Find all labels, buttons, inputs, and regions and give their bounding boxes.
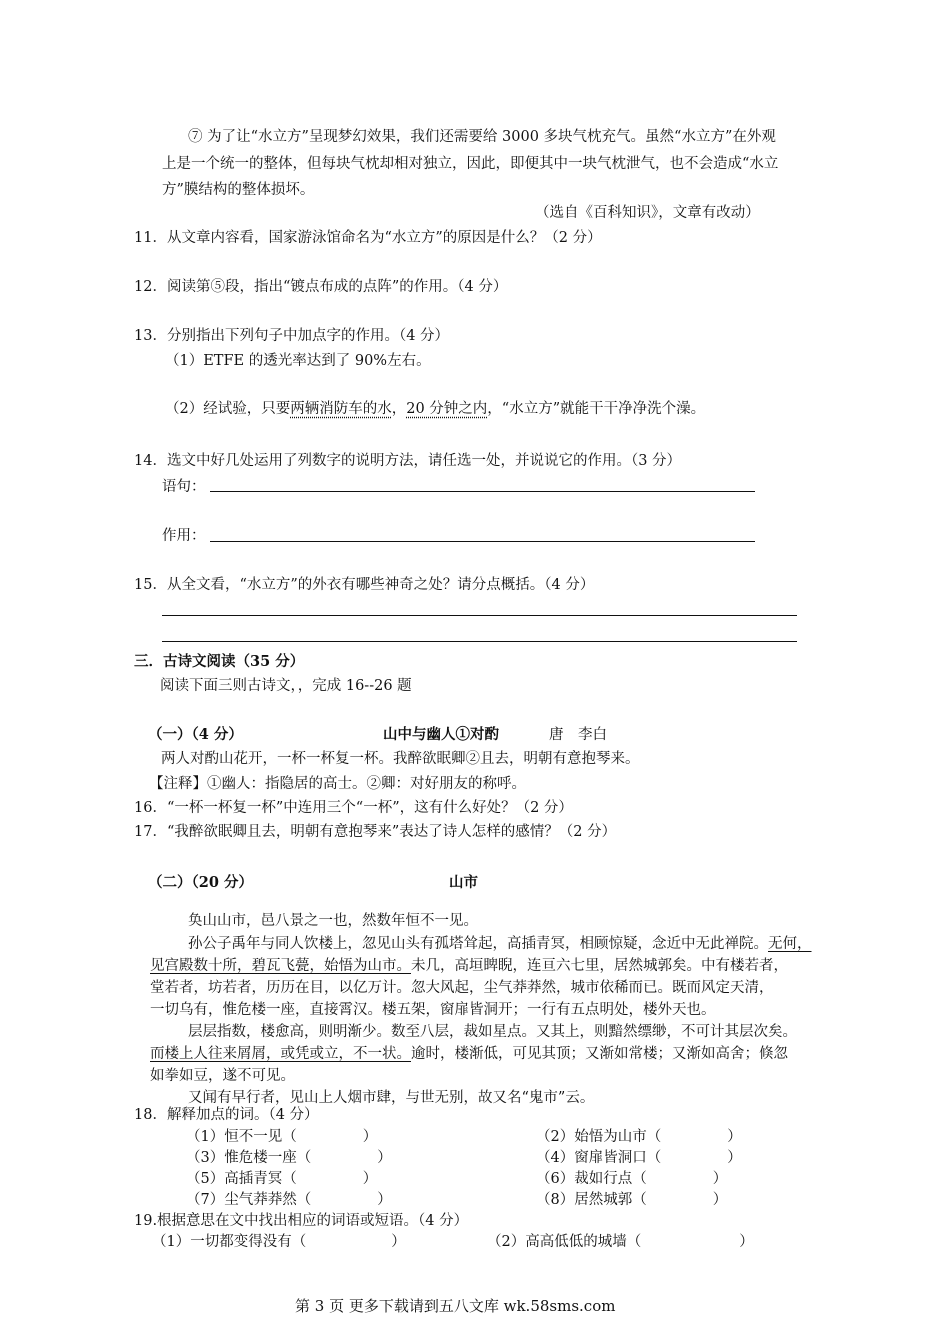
passage-source: （选自《百科知识》，文章有改动）: [535, 205, 760, 221]
answer-line-14-sentence[interactable]: [210, 491, 755, 492]
poem-title: 山中与幽人①对酌: [383, 726, 499, 743]
prose-underline-2: 而楼上人往来屑屑，或凭或立，不一状。: [150, 1046, 411, 1062]
q18-item-3: （3）惟危楼一座（ ）: [186, 1150, 392, 1166]
prose-line-6: 层层指数，楼愈高，则明渐少。数至八层，裁如星点。又其上，则黯然缥缈，不可计其层次矣。: [188, 1024, 797, 1040]
question-14-sentence-label: 语句：: [162, 479, 206, 495]
q18-item-8: （8）居然城郭（ ）: [536, 1192, 728, 1208]
prose-underline-1-end: 见宫殿数十所，碧瓦飞甍，始悟为山市。: [150, 958, 411, 974]
answer-line-14-effect[interactable]: [210, 541, 755, 542]
prose-underline-1-start: 无何，: [768, 936, 812, 952]
q13-2-part-c: ，: [391, 401, 407, 417]
poem-text: 两人对酌山花开，一杯一杯复一杯。我醉欲眠卿②且去，明朝有意抱琴来。: [161, 751, 640, 767]
prose-line-7-b: 逾时，楼渐低，可见其顶；又渐如常楼；又渐如高舍；倏忽: [411, 1046, 788, 1062]
question-14-effect-label: 作用：: [162, 528, 206, 544]
prose-line-5: 一切乌有，惟危楼一座，直接霄汉。楼五架，窗扉皆洞开；一行有五点明处，楼外天也。: [150, 1002, 716, 1018]
part-1-label: （一）（4 分）: [148, 726, 243, 743]
question-14: 14．选文中好几处运用了列数字的说明方法，请任选一处，并说说它的作用。（3 分）: [134, 453, 682, 469]
question-12: 12．阅读第⑤段，指出“镀点布成的点阵”的作用。（4 分）: [134, 279, 508, 295]
question-15: 15．从全文看，“水立方”的外衣有哪些神奇之处？请分点概括。（4 分）: [134, 577, 595, 593]
q13-2-dotted-2: 20 分钟之内: [406, 401, 488, 417]
prose-line-2-a: 孙公子禹年与同人饮楼上，忽见山头有孤塔耸起，高插青冥，相顾惊疑，念近中无此禅院。: [188, 936, 768, 952]
part-2-label: （二）（20 分）: [148, 874, 253, 891]
answer-line-15-b[interactable]: [162, 641, 797, 642]
question-17: 17．“我醉欲眠卿且去，明朝有意抱琴来”表达了诗人怎样的感情？（2 分）: [134, 824, 617, 840]
question-13-item-1: （1）ETFE 的透光率达到了 90%左右。: [165, 353, 431, 369]
prose-line-1: 奂山山市，邑八景之一也，然数年恒不一见。: [188, 913, 478, 929]
prose-line-7: [150, 1044, 788, 1064]
q13-2-part-a: （2）经试验，只要: [165, 401, 291, 417]
q13-2-dotted-1: 两辆消防车的水: [290, 401, 392, 417]
question-16: 16．“一杯一杯复一杯”中连用三个“一杯”，这有什么好处？（2 分）: [134, 800, 573, 816]
question-13-item-2: [165, 399, 705, 419]
prose-line-3: [150, 956, 788, 976]
q18-item-1: （1）恒不一见（ ）: [186, 1129, 378, 1145]
passage-p7-line3: 方”膜结构的整体损坏。: [162, 182, 315, 198]
question-18: 18．解释加点的词。（4 分）: [134, 1107, 319, 1123]
page-footer: 第 3 页 更多下载请到五八文库 wk.58sms.com: [295, 1297, 616, 1315]
passage-p7-line1: ⑦ 为了让“水立方”呈现梦幻效果，我们还需要给 3000 多块气枕充气。虽然“水立方”在外观: [188, 129, 776, 145]
prose-line-8: 如拳如豆，遂不可见。: [150, 1068, 295, 1084]
answer-line-15-a[interactable]: [162, 615, 797, 616]
q19-item-2: （2）高高低低的城墙（ ）: [487, 1234, 754, 1250]
q19-item-1: （1）一切都变得没有（ ）: [152, 1234, 406, 1250]
prose-title: 山市: [449, 874, 478, 891]
question-13: 13．分别指出下列句子中加点字的作用。（4 分）: [134, 328, 450, 344]
section-3-heading: 三．古诗文阅读（35 分）: [134, 653, 305, 670]
passage-p7-line2: 上是一个统一的整体，但每块气枕却相对独立，因此，即便其中一块气枕泄气，也不会造成“水立: [162, 156, 779, 172]
prose-line-3-b: 未几，高垣睥睨，连亘六七里，居然城郭矣。中有楼若者，: [411, 958, 788, 974]
prose-line-2: [188, 934, 812, 954]
q18-item-6: （6）裁如行点（ ）: [536, 1171, 728, 1187]
q18-item-4: （4）窗扉皆洞口（ ）: [536, 1150, 742, 1166]
poem-author: 唐 李白: [549, 727, 607, 743]
q18-item-2: （2）始悟为山市（ ）: [536, 1129, 742, 1145]
prose-line-4: 堂若者，坊若者，历历在目，以亿万计。忽大风起，尘气莽莽然，城市依稀而已。既而风定天清，: [150, 980, 774, 996]
prose-line-9: 又闻有早行者，见山上人烟市肆，与世无别，故又名“鬼市”云。: [188, 1090, 595, 1106]
q18-item-5: （5）高插青冥（ ）: [186, 1171, 378, 1187]
q13-2-part-e: ，“水立方”就能干干净净洗个澡。: [487, 401, 706, 417]
q18-item-7: （7）尘气莽莽然（ ）: [186, 1192, 392, 1208]
question-19: 19.根据意思在文中找出相应的词语或短语。（4 分）: [134, 1213, 469, 1229]
poem-note: 【注释】①幽人：指隐居的高士。②卿：对好朋友的称呼。: [149, 776, 526, 792]
question-11: 11．从文章内容看，国家游泳馆命名为“水立方”的原因是什么？（2 分）: [134, 230, 602, 246]
section-3-instruction: 阅读下面三则古诗文，，完成 16--26 题: [160, 678, 412, 694]
